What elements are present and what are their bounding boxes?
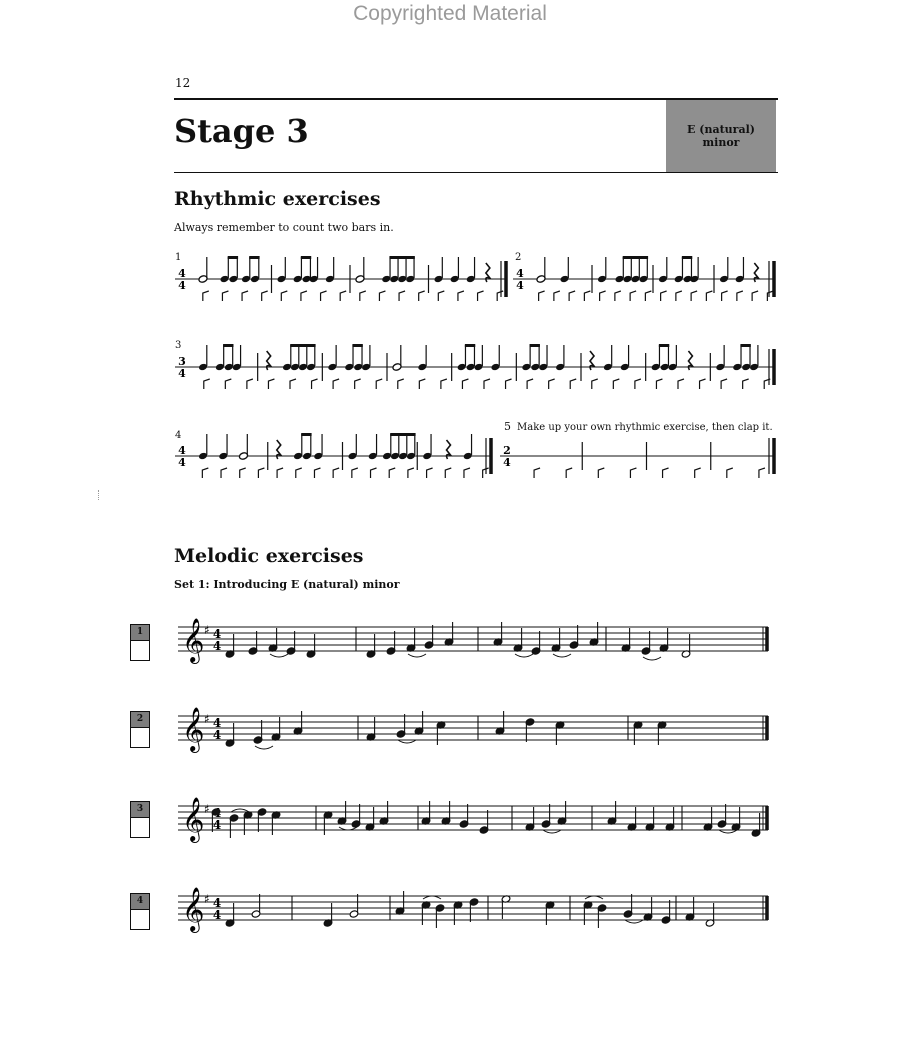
count-beat-mark [321,291,327,301]
note-beam [389,256,414,259]
count-beat-mark [569,291,575,301]
count-beat-mark [333,468,339,478]
treble-clef-icon: 𝄞 [182,887,205,931]
time-signature-top: 4 [212,627,222,641]
slur [408,654,426,657]
count-beat-mark [202,468,208,478]
count-beat-mark [678,379,684,389]
page-title: Stage 3 [174,112,309,150]
count-beat-mark [737,291,743,301]
note-beam [740,344,750,347]
count-beat-mark [441,379,447,389]
count-beat-mark [268,379,274,389]
count-beat-mark [645,291,651,301]
count-beat-mark [661,291,667,301]
time-signature-bottom: 4 [212,728,222,742]
slur [553,654,571,657]
sharp-key-signature-icon: ♯ [204,892,210,906]
count-beat-mark [752,291,758,301]
count-beat-mark [312,379,318,389]
note-beam [623,256,648,259]
time-signature-bottom: 4 [212,639,222,653]
sharp-key-signature-icon: ♯ [204,802,210,816]
exercise-number-box: 1 [130,624,150,641]
sharp-key-signature-icon: ♯ [204,712,210,726]
note-beam [352,344,362,347]
count-beat-mark [722,291,728,301]
time-signature-top: 3 [178,355,186,368]
count-beat-mark [759,468,765,478]
count-beat-mark [247,379,253,389]
count-beat-mark [355,379,361,389]
count-beat-mark [419,291,425,301]
time-signature-bottom: 4 [178,456,186,469]
treble-clef-icon: 𝄞 [182,707,205,751]
count-beat-mark [549,379,555,389]
count-beat-mark [478,291,484,301]
count-beat-mark [743,379,749,389]
exercise-5-text: Make up your own rhythmic exercise, then clap it. [517,422,773,433]
count-beat-mark [506,379,512,389]
key-label-line2: minor [702,136,740,149]
count-beat-mark [635,379,641,389]
slur [643,657,661,660]
count-beat-mark [570,379,576,389]
count-beat-mark [462,379,468,389]
time-signature-top: 4 [516,267,524,280]
count-beat-mark [221,468,227,478]
rhythm-exercise-number: 2 [515,252,522,263]
time-signature-top: 4 [178,444,186,457]
count-beat-mark [527,379,533,389]
count-beat-mark [615,291,621,301]
key-label-line1: E (natural) [687,123,755,136]
count-beat-mark [464,468,470,478]
time-signature-bottom: 4 [516,279,524,292]
slur [515,654,533,657]
count-beat-mark [281,291,287,301]
count-beat-mark [419,379,425,389]
rhythmic-heading: Rhythmic exercises [174,188,381,210]
count-beat-mark [277,468,283,478]
count-beat-mark [371,468,377,478]
count-beat-mark [296,468,302,478]
count-beat-mark [290,379,296,389]
count-beat-mark [484,379,490,389]
time-signature-bottom: 4 [503,456,511,469]
count-beat-mark [203,291,209,301]
count-beat-mark [691,291,697,301]
count-beat-mark [600,291,606,301]
count-beat-mark [630,468,636,478]
count-beat-mark [700,379,706,389]
count-beat-mark [695,468,701,478]
count-beat-mark [379,291,385,301]
note-beam [390,433,415,436]
count-beat-mark [399,291,405,301]
count-beat-mark [376,379,382,389]
count-beat-mark [566,468,572,478]
set-heading: Set 1: Introducing E (natural) minor [174,578,400,591]
count-beat-mark [584,291,590,301]
exercise-number-box: 4 [130,893,150,910]
note-beam [659,344,669,347]
count-beat-mark [408,468,414,478]
count-beat-mark [427,468,433,478]
time-signature-top: 2 [503,444,511,457]
count-beat-mark [352,468,358,478]
count-beat-mark [706,291,712,301]
count-beat-mark [301,291,307,301]
count-beat-mark [389,468,395,478]
count-beat-mark [534,468,540,478]
time-signature-top: 4 [212,896,222,910]
count-beat-mark [676,291,682,301]
note-beam [223,344,233,347]
note-beam [249,256,259,259]
note-beam [530,344,540,347]
count-beat-mark [458,291,464,301]
count-beat-mark [592,379,598,389]
note-beam [465,344,475,347]
count-beat-mark [721,379,727,389]
count-beat-mark [445,468,451,478]
slur [255,746,273,749]
rhythmic-instruction: Always remember to count two bars in. [174,221,394,234]
page-number: 12 [175,76,191,90]
count-beat-mark [333,379,339,389]
exercise-number-box: 3 [130,801,150,818]
time-signature-bottom: 4 [178,367,186,380]
rhythm-exercise-number: 4 [175,430,182,441]
count-beat-mark [539,291,545,301]
time-signature-top: 4 [178,267,186,280]
treble-clef-icon: 𝄞 [182,618,205,662]
time-signature-top: 4 [212,716,222,730]
time-signature-bottom: 4 [178,279,186,292]
count-beat-mark [656,379,662,389]
count-beat-mark [240,468,246,478]
count-beat-mark [360,291,366,301]
count-beat-mark [242,291,248,301]
exercise-number-box: 2 [130,711,150,728]
count-beat-mark [222,291,228,301]
count-beat-mark [727,468,733,478]
count-beat-mark [262,291,268,301]
count-beat-mark [314,468,320,478]
count-beat-mark [225,379,231,389]
note-beam [301,256,311,259]
note-beam [682,256,692,259]
rhythm-exercise-number: 3 [175,340,182,351]
slur [270,654,288,657]
note-beam [228,256,238,259]
melodic-heading: Melodic exercises [174,545,364,567]
count-beat-mark [258,468,264,478]
time-signature-bottom: 4 [212,818,222,832]
count-beat-mark [663,468,669,478]
time-signature-bottom: 4 [212,908,222,922]
rhythm-exercise-number: 5 [504,420,511,433]
count-beat-mark [598,468,604,478]
treble-clef-icon: 𝄞 [182,797,205,841]
count-beat-mark [497,291,503,301]
note-beam [290,344,315,347]
count-beat-mark [554,291,560,301]
note-beam [301,433,311,436]
sharp-key-signature-icon: ♯ [204,623,210,637]
rhythm-exercise-number: 1 [175,252,182,263]
count-beat-mark [630,291,636,301]
count-beat-mark [204,379,210,389]
count-beat-mark [613,379,619,389]
count-beat-mark [398,379,404,389]
count-beat-mark [438,291,444,301]
count-beat-mark [340,291,346,301]
copyright-watermark: Copyrighted Material [353,2,547,25]
